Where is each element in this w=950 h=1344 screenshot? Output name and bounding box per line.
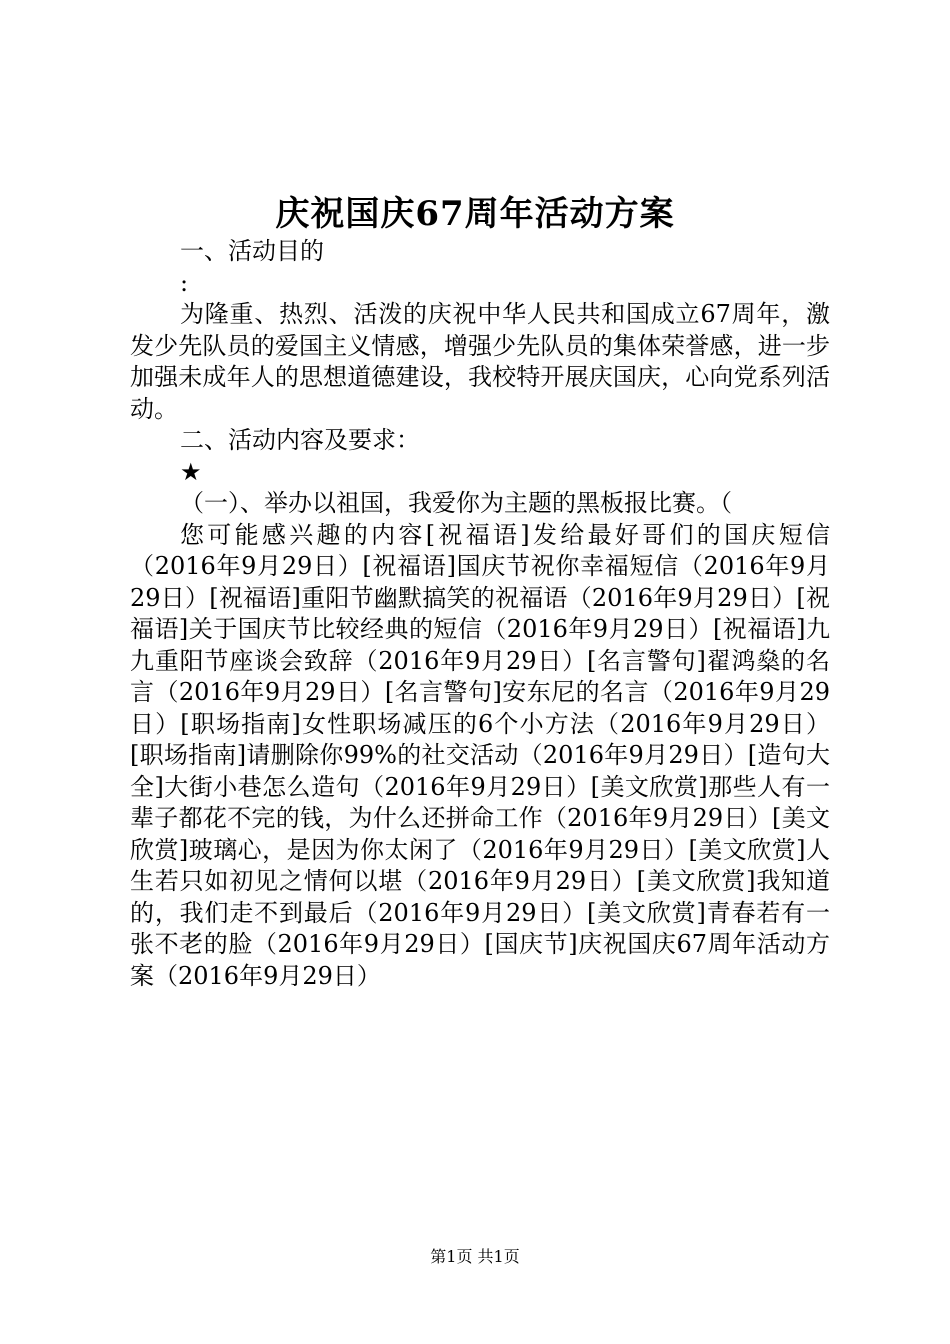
star-icon: ★ [180,457,202,486]
purpose-paragraph: 为隆重、热烈、活泼的庆祝中华人民共和国成立67周年，激发少先队员的爱国主义情感，增强少先队员的集体荣誉感，进一步加强未成年人的思想道德建设，我校特开展庆国庆，心向党系列活动。 [130,300,830,423]
document-title: 庆祝国庆67周年活动方案 [275,194,675,234]
activity-item-1: （一）、举办以祖国，我爱你为主题的黑板报比赛。（ [180,489,732,517]
page-footer: 第1页 共1页 [430,1247,520,1266]
section-colon: : [180,268,189,297]
related-content-paragraph: 您可能感兴趣的内容[祝福语]发给最好哥们的国庆短信（2016年9月29日）[祝福语]国庆节祝你幸福短信（2016年9月29日）[祝福语]重阳节幽默搞笑的祝福语（2016年9月29日）[祝福语]关于国庆节比较经典的短信（2016年9月29日）[祝福语]九九重阳节座谈会致辞（2016年9月29日）[名言警句]翟鸿燊的名言（2016年9月29日）[名言警句]安东尼的名言（2016年9月29日）[职场指南]女性职场减压的6个小方法（2016年9月29日）[职场指南]请删除你99%的社交活动（2016年9月29日）[造句大全]大街小巷怎么造句（2016年9月29日）[美文欣赏]那些人有一辈子都花不完的钱，为什么还拼命工作（2016年9月29日）[美文欣赏]玻璃心，是因为你太闲了（2016年9月29日）[美文欣赏]人生若只如初见之情何以堪（2016年9月29日）[美文欣赏]我知道的，我们走不到最后（2016年9月29日）[美文欣赏]青春若有一张不老的脸（2016年9月29日）[国庆节]庆祝国庆67周年活动方案（2016年9月29日） [130,520,830,990]
document-body [130,236,830,992]
section-heading-purpose: 一、活动目的 [180,237,324,265]
section-heading-content: 二、活动内容及要求： [180,426,420,454]
